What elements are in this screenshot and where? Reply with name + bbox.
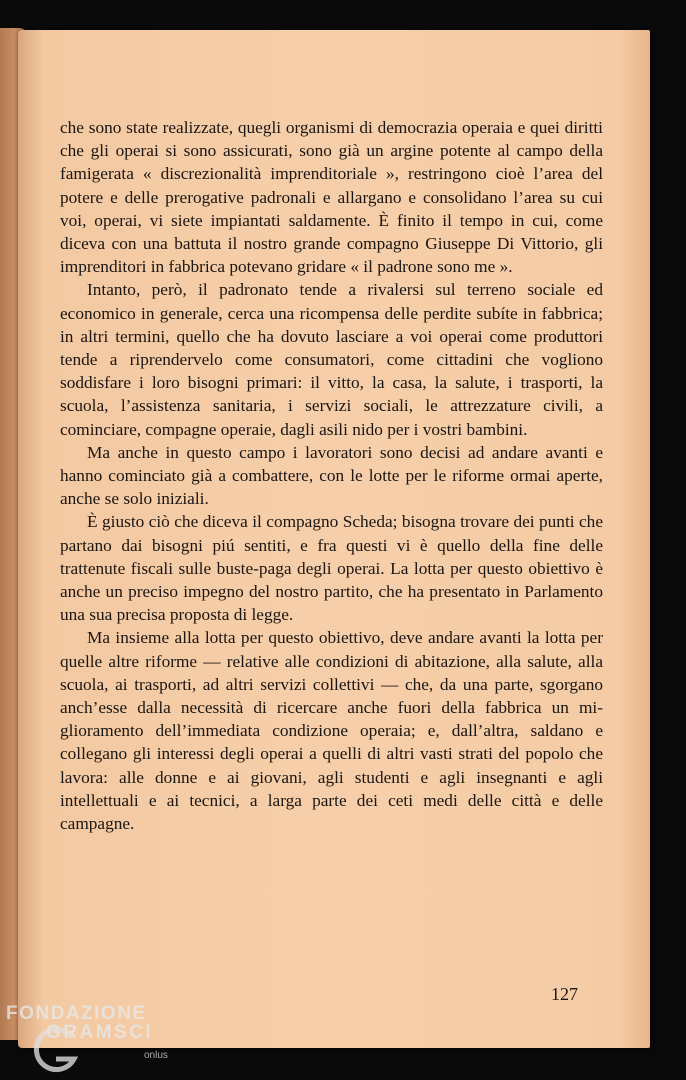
paragraph-1: che sono state realizzate, quegli organismi di democrazia operaia e quei diritti che gli operai si sono assicurati, sono già un argine potente al campo della famigerata « discrezionalità imprenditoriale », restringono cioè l’area del potere e delle prerogative padronali e allargano e consolidano l’area su cui voi, operai, vi siete impiantati saldamente. È finito il tempo in cui, come diceva con una battuta il nostro grande compagno Giuseppe Di Vittorio, gli imprenditori in fabbrica potevano gridare « il padrone sono me ». bbox=[60, 118, 603, 277]
paragraph-5: Ma insieme alla lotta per questo obiettivo, deve andare avanti la lotta per quelle altre riforme — relative alle condizioni di abitazione, alla salute, alla scuola, ai trasporti, ad altri servizi collettivi — che, da una parte, sgorgano anch’esse dalla necessità di ricercare anche fuori della fabbrica un miglioramento dell’immediata condizione operaia; e, dall’altra, saldano e collegano gli interessi degli operai a quelli di altri vasti strati del popolo che lavora: alle donne e ai giovani, agli studenti e agli insegnanti e agli intellettuali e ai tecnici, a larga parte dei ceti medi delle città e delle campagne. bbox=[60, 628, 603, 834]
watermark-suffix: onlus bbox=[144, 1050, 168, 1061]
watermark-line-2: GRAMSCI bbox=[46, 1022, 154, 1043]
watermark-line-1: FONDAZIONE bbox=[6, 1003, 147, 1024]
paragraph-4: È giusto ciò che diceva il compagno Scheda; bisogna trovare dei punti che partano dai bisogni piú sentiti, e fra questi vi è quello della fine delle trattenute fiscali sulle buste-paga degli operai. La lotta per questo obiettivo è anche un preciso impegno del nostro partito, che ha presentato in Parlamento una sua precisa proposta di legge. bbox=[60, 512, 603, 625]
book-page bbox=[18, 30, 650, 1048]
paragraph-2: Intanto, però, il padronato tende a rivalersi sul terreno sociale ed economico in generale, cerca una ricompensa delle perdite subíte in fabbrica; in altri termini, quello che ha dovuto lasciare a voi operai come produttori tende a riprendervelo come consumatori, come cittadini che vogliono soddisfare i loro bisogni primari: il vitto, la casa, la salute, i trasporti, la scuola, l’assistenza sanitaria, i servizi sociali, le attrezzature civili, a cominciare, compagne operaie, dagli asili nido per i vostri bambini. bbox=[60, 280, 603, 439]
watermark-logo bbox=[6, 1003, 196, 1075]
body-text bbox=[60, 116, 603, 835]
paragraph-3: Ma anche in questo campo i lavoratori sono decisi ad andare avanti e hanno cominciato già a combattere, con le lotte per le riforme ormai aperte, anche se solo iniziali. bbox=[60, 442, 603, 509]
page-number: 127 bbox=[551, 984, 578, 1004]
